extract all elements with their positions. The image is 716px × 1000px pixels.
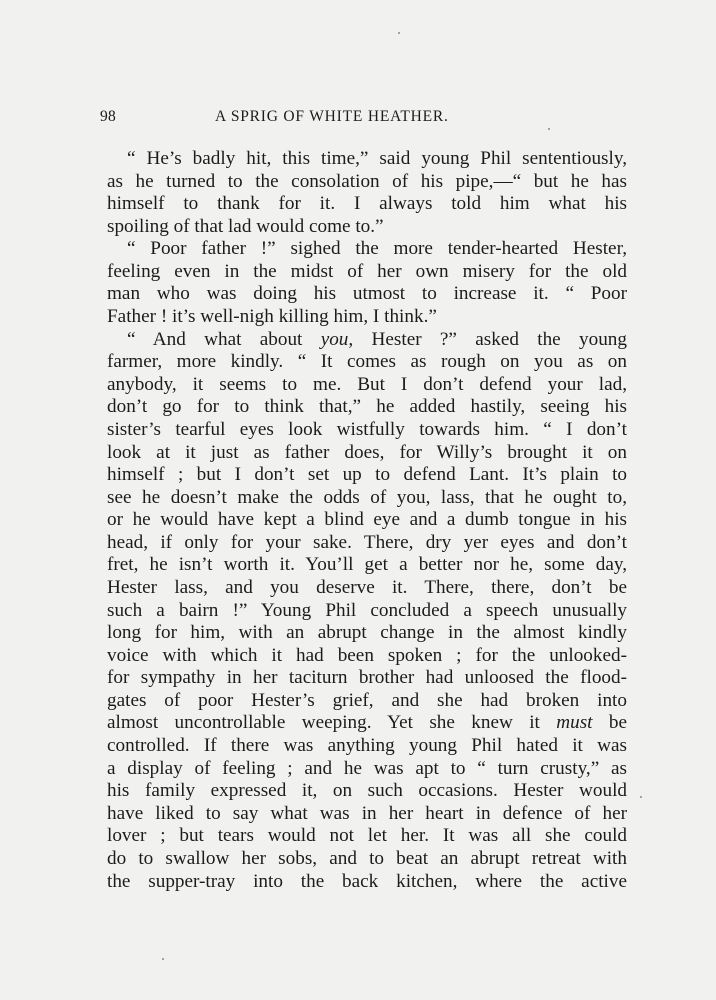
text-line: voice with which it had been spoken ; for the unlooked- <box>107 644 627 666</box>
text-line: a display of feeling ; and he was apt to “ turn crusty,” as <box>107 757 627 779</box>
text-line: anybody, it seems to me. But I don’t defend your lad, <box>107 373 627 395</box>
text-line: or he would have kept a blind eye and a dumb tongue in his <box>107 509 627 531</box>
italic-word: you, <box>320 328 354 350</box>
text-line: himself ; but I don’t set up to defend Lant. It’s plain to <box>107 464 627 486</box>
page-number: 98 <box>100 108 117 125</box>
text-line: lover ; but tears would not let her. It was all she could <box>107 825 627 847</box>
text-line: feeling even in the midst of her own misery for the old <box>107 260 627 282</box>
text-line: head, if only for your sake. There, dry yer eyes and don’t <box>107 531 627 553</box>
text-line: spoiling of that lad would come to.” <box>107 215 384 237</box>
dust-speck <box>548 128 550 130</box>
text-line: have liked to say what was in her heart in defence of her <box>107 802 627 824</box>
text-line: don’t go for to think that,” he added hastily, seeing his <box>107 396 627 418</box>
text-line: himself to thank for it. I always told him what his <box>107 193 627 215</box>
line-text: “ And what about <box>127 328 321 350</box>
line-text: Hester ?” asked the young <box>353 328 627 350</box>
text-line: gates of poor Hester’s grief, and she had broken into <box>107 689 627 711</box>
text-line: do to swallow her sobs, and to beat an abrupt retreat with <box>107 847 627 869</box>
text-line: sister’s tearful eyes look wistfully towards him. “ I don’t <box>107 418 627 440</box>
text-line <box>107 329 627 352</box>
text-line: such a bairn !” Young Phil concluded a speech unusually <box>107 599 627 621</box>
line-text: almost uncontrollable weeping. Yet she knew it <box>107 712 557 734</box>
text-line: as he turned to the consolation of his pipe,—“ but he has <box>107 170 627 192</box>
text-line: man who was doing his utmost to increase it. “ Poor <box>107 283 627 305</box>
text-line: long for him, with an abrupt change in the almost kindly <box>107 622 627 644</box>
body-text <box>107 148 627 893</box>
text-line: “ Poor father !” sighed the more tender-hearted Hester, <box>127 238 627 260</box>
text-line: farmer, more kindly. “ It comes as rough on you as on <box>107 351 627 373</box>
dust-speck <box>640 796 642 798</box>
text-line: “ He’s badly hit, this time,” said young Phil sententiously, <box>127 148 627 169</box>
text-line: see he doesn’t make the odds of you, lass, that he ought to, <box>107 486 627 508</box>
text-line: Hester lass, and you deserve it. There, there, don’t be <box>107 576 627 598</box>
text-line: the supper-tray into the back kitchen, where the active <box>107 870 627 892</box>
text-line <box>107 712 627 735</box>
running-title: A SPRIG OF WHITE HEATHER. <box>215 108 449 125</box>
page-header <box>100 108 620 132</box>
dust-speck <box>398 32 400 34</box>
text-line: look at it just as father does, for Willy’s brought it on <box>107 441 627 463</box>
text-line: fret, he isn’t worth it. You’ll get a better nor he, some day, <box>107 554 627 576</box>
text-line: controlled. If there was anything young Phil hated it was <box>107 735 627 757</box>
italic-word: must <box>556 712 593 734</box>
text-line: his family expressed it, on such occasions. Hester would <box>107 780 627 802</box>
line-text: be <box>592 712 627 734</box>
text-line: for sympathy in her taciturn brother had unloosed the flood- <box>107 667 627 689</box>
dust-speck <box>162 958 164 960</box>
text-line: Father ! it’s well-nigh killing him, I think.” <box>107 306 437 328</box>
